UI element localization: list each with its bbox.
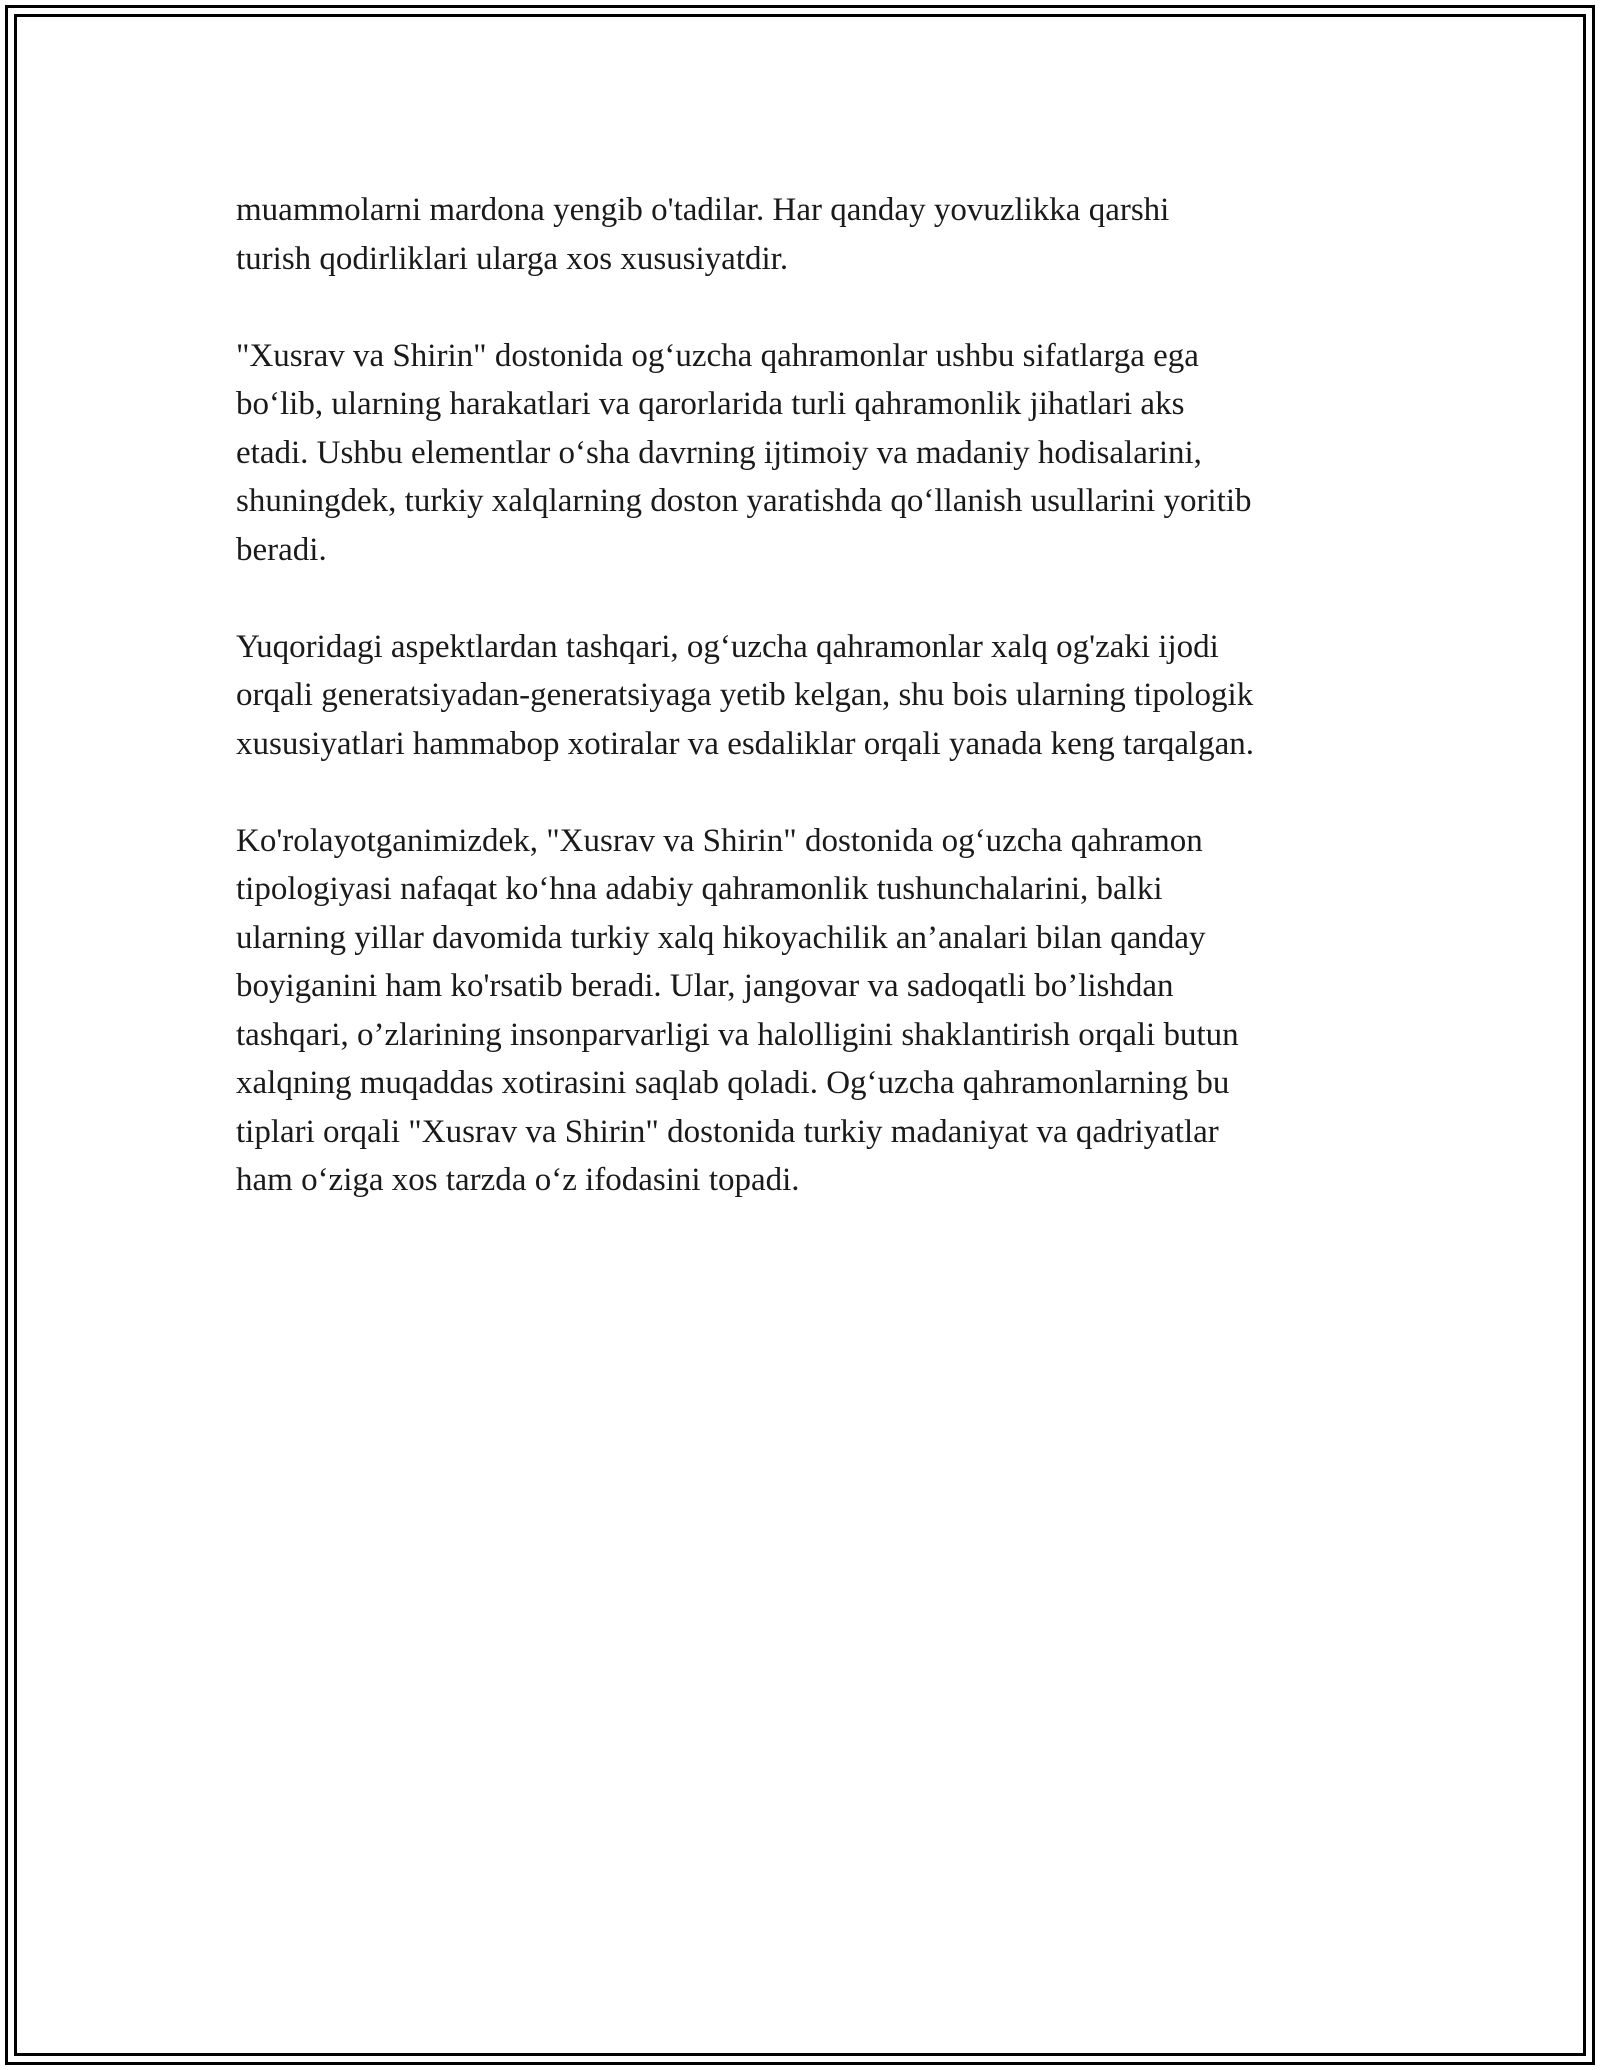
text-line: etadi. Ushbu elementlar o‘sha davrning ijtimoiy va madaniy hodisalarini, <box>236 434 1202 471</box>
text-line: beradi. <box>236 531 327 568</box>
text-line: xususiyatlari hammabop xotiralar va esdaliklar orqali yanada keng tarqalgan. <box>236 725 1255 762</box>
text-line: ham o‘ziga xos tarzda o‘z ifodasini topadi. <box>236 1162 800 1198</box>
text-line: muammolarni mardona yengib o'tadilar. Har qanday yovuzlikka qarshi <box>236 192 1170 228</box>
text-line: orqali generatsiyadan-generatsiyaga yetib kelgan, shu bois ularning tipologik <box>236 677 1254 713</box>
paragraph-2 <box>236 332 1376 575</box>
paragraph-4 <box>236 817 1376 1205</box>
text-line: Ko'rolayotganimizdek, "Xusrav va Shirin" dostonida og‘uzcha qahramon <box>236 822 1203 859</box>
text-line: tipologiyasi nafaqat ko‘hna adabiy qahramonlik tushunchalarini, balki <box>236 871 1163 907</box>
text-line: bo‘lib, ularning harakatlari va qarorlarida turli qahramonlik jihatlari aks <box>236 386 1185 422</box>
text-line: tiplari orqali "Xusrav va Shirin" dostonida turkiy madaniyat va qadriyatlar <box>236 1113 1219 1150</box>
text-line: boyiganini ham ko'rsatib beradi. Ular, jangovar va sadoqatli bo’lishdan <box>236 968 1174 1004</box>
paragraph-1 <box>236 186 1376 283</box>
paragraph-3 <box>236 623 1376 769</box>
text-line: ularning yillar davomida turkiy xalq hikoyachilik an’analari bilan qanday <box>236 919 1206 956</box>
text-line: xalqning muqaddas xotirasini saqlab qoladi. Og‘uzcha qahramonlarning bu <box>236 1065 1230 1101</box>
text-line: turish qodirliklari ularga xos xususiyatdir. <box>236 240 789 277</box>
text-line: shuningdek, turkiy xalqlarning doston yaratishda qo‘llanish usullarini yoritib <box>236 483 1252 519</box>
text-line: Yuqoridagi aspektlardan tashqari, og‘uzcha qahramonlar xalq og'zaki ijodi <box>236 628 1219 665</box>
document-body <box>236 186 1376 1253</box>
text-line: "Xusrav va Shirin" dostonida og‘uzcha qahramonlar ushbu sifatlarga ega <box>236 337 1199 374</box>
text-line: tashqari, o’zlarining insonparvarligi va halolligini shaklantirish orqali butun <box>236 1016 1239 1053</box>
